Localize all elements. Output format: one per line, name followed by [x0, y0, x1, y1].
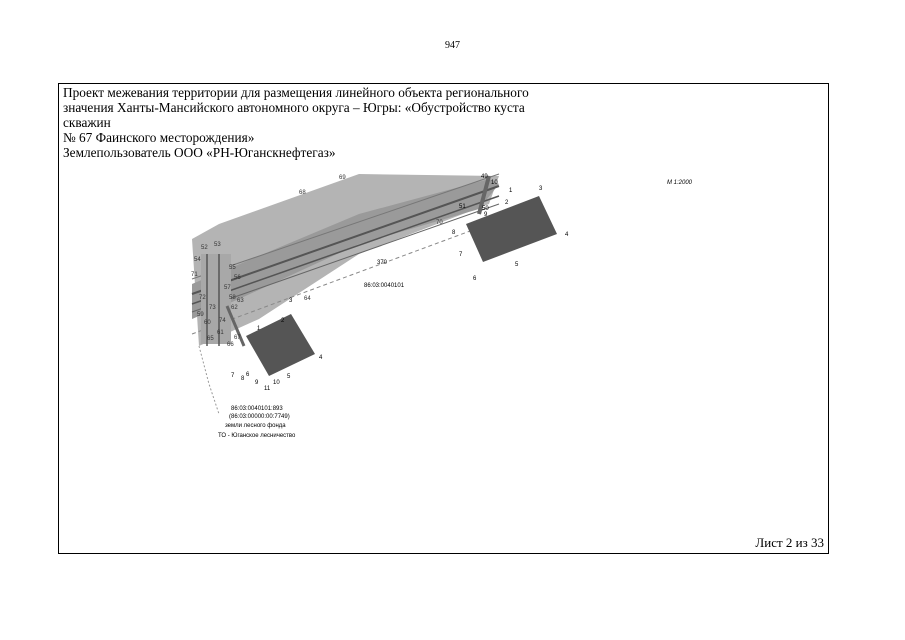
point-label: 65 — [207, 336, 214, 342]
point-label: 8 — [241, 376, 245, 382]
title-line: значения Ханты-Мансийского автономного округа – Югры: «Обустройство куста — [63, 100, 525, 115]
map-sheet-frame — [58, 83, 829, 554]
land-user-line: Землепользователь ООО «РН-Юганскнефтегаз» — [63, 145, 336, 160]
point-label: 52 — [201, 245, 208, 251]
point-label: 54 — [194, 257, 201, 263]
point-label: 7 — [231, 373, 235, 379]
point-label: 50 — [482, 206, 489, 212]
parcel-boundary — [199, 346, 219, 414]
quarter-label: 86:03:0040101 — [364, 283, 405, 289]
point-label: 71 — [191, 272, 198, 278]
point-label: 56 — [234, 275, 241, 281]
point-label: 10 — [273, 380, 280, 386]
point-label: 5 — [287, 374, 291, 380]
point-label: 57 — [224, 285, 231, 291]
point-label: 2 — [281, 318, 285, 324]
point-label: 7 — [459, 252, 463, 258]
parcel-label: ТО - Юганское лесничество — [218, 433, 296, 439]
point-label: 53 — [214, 242, 221, 248]
parcel-label: земли лесного фонда — [225, 423, 286, 429]
point-label: 59 — [197, 312, 204, 318]
point-label: 2 — [505, 200, 509, 206]
point-label: 58 — [229, 295, 236, 301]
point-label: 62 — [231, 305, 238, 311]
point-label: 63 — [237, 298, 244, 304]
point-label: 3 — [289, 298, 293, 304]
point-label: 64 — [304, 296, 311, 302]
point-label: 68 — [299, 190, 306, 196]
point-label: 74 — [219, 318, 226, 324]
point-label: 9 — [484, 212, 488, 218]
point-label: 55 — [229, 265, 236, 271]
point-label: 4 — [319, 355, 323, 361]
point-label: 6 — [246, 372, 250, 378]
title-line: Проект межевания территории для размещения линейного объекта регионального — [63, 85, 529, 100]
point-label: 6 — [473, 276, 477, 282]
point-label: 1 — [257, 326, 261, 332]
point-label: 51 — [459, 204, 466, 210]
point-label: 61 — [217, 330, 224, 336]
point-label: 9 — [255, 380, 259, 386]
parcel-label: 86:03:0040101:893 — [231, 406, 283, 412]
point-label: 72 — [199, 295, 206, 301]
point-label: 66 — [227, 342, 234, 348]
title-line: скважин — [63, 115, 111, 130]
point-label: 69 — [339, 175, 346, 181]
point-label: 49 — [481, 174, 488, 180]
document-title — [63, 85, 583, 160]
point-label: 3 — [539, 186, 543, 192]
point-label: 60 — [204, 320, 211, 326]
point-label: 1 — [509, 188, 513, 194]
point-label: 5 — [515, 262, 519, 268]
parcel-label: (86:03:00000:00:7749) — [229, 414, 290, 420]
point-label: 70 — [436, 220, 443, 226]
road-number-label: 370 — [377, 260, 388, 266]
sheet-number: Лист 2 из 33 — [755, 535, 824, 550]
point-label: 4 — [565, 232, 569, 238]
map-scale-label: М 1:2000 — [667, 180, 693, 186]
page-number: 947 — [445, 40, 460, 51]
point-label: 11 — [264, 386, 271, 392]
point-label: 73 — [209, 305, 216, 311]
title-line: № 67 Фаинского месторождения» — [63, 130, 255, 145]
point-label: 10 — [491, 180, 498, 186]
point-label: 8 — [452, 230, 456, 236]
point-label: 67 — [234, 335, 241, 341]
